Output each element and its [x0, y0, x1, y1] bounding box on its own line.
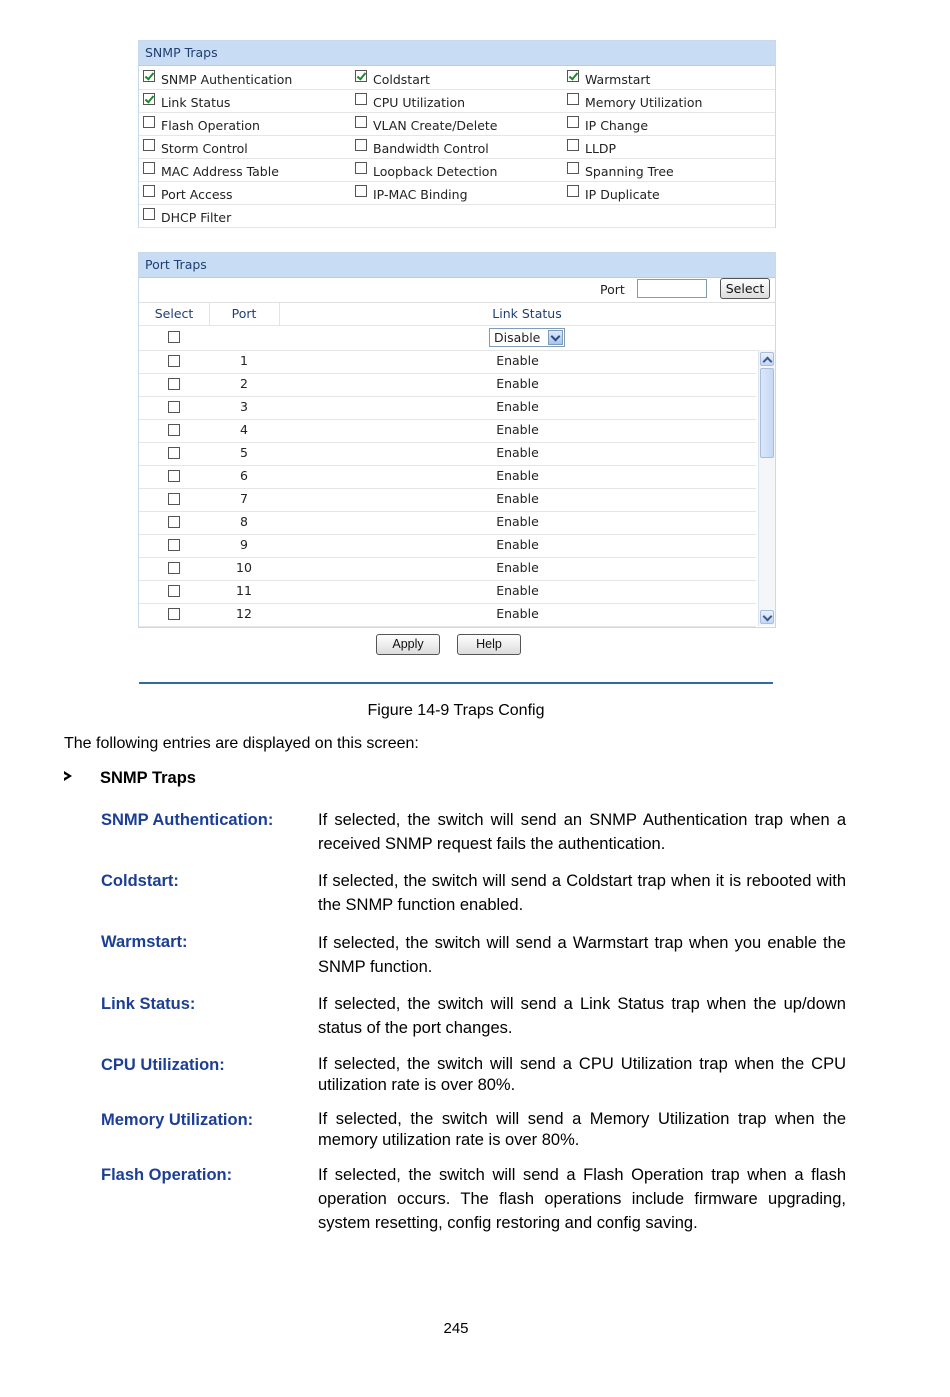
port-number: 3 [240, 399, 248, 414]
table-row [139, 580, 756, 604]
port-checkbox[interactable] [168, 562, 180, 574]
link-status-value: Enable [496, 606, 539, 621]
trap-checkbox[interactable] [143, 208, 155, 220]
link-status-value: Enable [496, 399, 539, 414]
definition-description: If selected, the switch will send a Warmstart trap when you enable the SNMP function. [318, 934, 846, 976]
trap-label: IP Duplicate [585, 187, 660, 202]
trap-checkbox[interactable] [143, 139, 155, 151]
trap-checkbox[interactable] [567, 93, 579, 105]
port-number: 11 [236, 583, 252, 598]
trap-label: Warmstart [585, 72, 651, 87]
port-number: 5 [240, 445, 248, 460]
port-checkbox[interactable] [168, 608, 180, 620]
port-checkbox[interactable] [168, 539, 180, 551]
trap-label: Spanning Tree [585, 164, 674, 179]
trap-checkbox[interactable] [143, 70, 155, 82]
trap-label: IP Change [585, 118, 649, 133]
definition-term: Flash Operation: [101, 1166, 233, 1184]
trap-checkbox[interactable] [355, 70, 367, 82]
trap-label: SNMP Authentication [161, 72, 293, 87]
figure-caption: Figure 14-9 Traps Config [367, 702, 545, 719]
trap-label: Coldstart [373, 72, 430, 87]
link-status-value: Enable [496, 514, 539, 529]
port-search-bar [139, 278, 775, 303]
table-row [139, 488, 756, 512]
section-title: SNMP Traps [100, 769, 196, 787]
trap-row [139, 66, 775, 90]
trap-checkbox[interactable] [355, 116, 367, 128]
divider [139, 682, 773, 684]
link-status-value: Enable [496, 560, 539, 575]
port-list [139, 350, 756, 627]
port-number: 6 [240, 468, 248, 483]
bullet-arrow-icon [64, 771, 72, 781]
definition-term: Warmstart: [101, 933, 188, 951]
trap-label: DHCP Filter [161, 210, 232, 225]
port-checkbox[interactable] [168, 355, 180, 367]
definition-description: If selected, the switch will send a Coldstart trap when it is rebooted with the SNMP function enabled. [318, 872, 846, 914]
table-row [139, 396, 756, 420]
port-checkbox[interactable] [168, 585, 180, 597]
trap-label: Loopback Detection [373, 164, 498, 179]
link-status-value: Enable [496, 422, 539, 437]
table-row [139, 534, 756, 558]
trap-label: Bandwidth Control [373, 141, 489, 156]
port-number: 1 [240, 353, 248, 368]
snmp-traps-panel [138, 40, 776, 228]
port-select-button[interactable]: Select [720, 278, 770, 299]
trap-row [139, 158, 775, 182]
trap-checkbox[interactable] [567, 162, 579, 174]
link-status-value: Enable [496, 468, 539, 483]
port-checkbox[interactable] [168, 378, 180, 390]
port-number: 4 [240, 422, 248, 437]
link-status-value: Enable [496, 583, 539, 598]
port-checkbox[interactable] [168, 470, 180, 482]
intro-text: The following entries are displayed on this screen: [64, 735, 419, 752]
trap-checkbox[interactable] [567, 70, 579, 82]
port-checkbox[interactable] [168, 424, 180, 436]
port-number: 7 [240, 491, 248, 506]
table-row [139, 557, 756, 581]
port-checkbox[interactable] [168, 493, 180, 505]
trap-checkbox[interactable] [355, 93, 367, 105]
port-traps-panel [138, 252, 776, 628]
port-search-label: Port [600, 282, 625, 297]
column-header-link-status: Link Status [492, 306, 562, 321]
definition-description: If selected, the switch will send a Memory Utilization trap when the memory utilization rate is over 80%. [318, 1110, 846, 1149]
trap-row [139, 89, 775, 113]
port-number: 8 [240, 514, 248, 529]
definition-term: SNMP Authentication: [101, 811, 274, 829]
link-status-value: Enable [496, 537, 539, 552]
link-status-value: Enable [496, 376, 539, 391]
select-all-checkbox[interactable] [168, 331, 180, 343]
trap-checkbox[interactable] [143, 185, 155, 197]
definition-term: Link Status: [101, 995, 196, 1013]
trap-row [139, 181, 775, 205]
trap-label: Storm Control [161, 141, 248, 156]
column-header-port: Port [231, 306, 257, 321]
table-row [139, 419, 756, 443]
port-list-scrollbar[interactable] [758, 350, 775, 626]
port-number: 9 [240, 537, 248, 552]
trap-checkbox[interactable] [355, 185, 367, 197]
table-row [139, 603, 756, 627]
port-number: 12 [236, 606, 252, 621]
trap-label: LLDP [585, 141, 617, 156]
link-status-dropdown-value: Disable [494, 330, 541, 345]
definition-description: If selected, the switch will send a Flash Operation trap when a flash operation occurs. The flash operations include firmware upgrading, system resetting, config restoring and config saving. [318, 1166, 846, 1232]
definition-term: Memory Utilization: [101, 1111, 254, 1129]
port-checkbox[interactable] [168, 516, 180, 528]
trap-label: Flash Operation [161, 118, 260, 133]
filter-row [139, 325, 775, 351]
chevron-down-icon[interactable] [548, 330, 563, 345]
scrollbar-thumb[interactable] [760, 368, 774, 458]
table-row [139, 465, 756, 489]
table-row [139, 511, 756, 535]
trap-checkbox[interactable] [567, 185, 579, 197]
trap-row [139, 204, 775, 228]
port-number: 2 [240, 376, 248, 391]
trap-checkbox[interactable] [143, 116, 155, 128]
trap-checkbox[interactable] [143, 162, 155, 174]
link-status-value: Enable [496, 445, 539, 460]
definition-term: Coldstart: [101, 872, 179, 890]
definition-term: CPU Utilization: [101, 1056, 225, 1074]
trap-checkbox[interactable] [143, 93, 155, 105]
link-status-dropdown[interactable] [489, 328, 565, 347]
trap-label: CPU Utilization [373, 95, 466, 110]
trap-checkbox[interactable] [567, 116, 579, 128]
column-header-select: Select [154, 306, 194, 321]
port-checkbox[interactable] [168, 401, 180, 413]
trap-label: VLAN Create/Delete [373, 118, 498, 133]
trap-checkbox[interactable] [355, 139, 367, 151]
port-checkbox[interactable] [168, 447, 180, 459]
port-number: 10 [236, 560, 252, 575]
trap-row [139, 112, 775, 136]
port-search-input[interactable] [637, 279, 707, 298]
port-traps-header: Port Traps [139, 253, 775, 278]
table-row [139, 442, 756, 466]
definition-description: If selected, the switch will send a CPU Utilization trap when the CPU utilization rate is over 80%. [318, 1055, 846, 1094]
trap-checkbox[interactable] [355, 162, 367, 174]
trap-label: IP-MAC Binding [373, 187, 468, 202]
definition-description: If selected, the switch will send a Link Status trap when the up/down status of the port changes. [318, 995, 846, 1037]
snmp-traps-header: SNMP Traps [139, 41, 775, 66]
trap-label: Port Access [161, 187, 233, 202]
trap-label: Memory Utilization [585, 95, 703, 110]
scroll-up-icon[interactable] [760, 352, 774, 366]
apply-button[interactable]: Apply [376, 634, 440, 655]
definition-description: If selected, the switch will send an SNMP Authentication trap when a received SNMP request fails the authentication. [318, 811, 846, 853]
trap-checkbox[interactable] [567, 139, 579, 151]
trap-row [139, 135, 775, 159]
table-row [139, 373, 756, 397]
scroll-down-icon[interactable] [760, 610, 774, 624]
link-status-value: Enable [496, 491, 539, 506]
table-row [139, 350, 756, 374]
trap-label: Link Status [161, 95, 231, 110]
help-button[interactable]: Help [457, 634, 521, 655]
trap-label: MAC Address Table [161, 164, 279, 179]
link-status-value: Enable [496, 353, 539, 368]
page-number: 245 [443, 1320, 469, 1337]
